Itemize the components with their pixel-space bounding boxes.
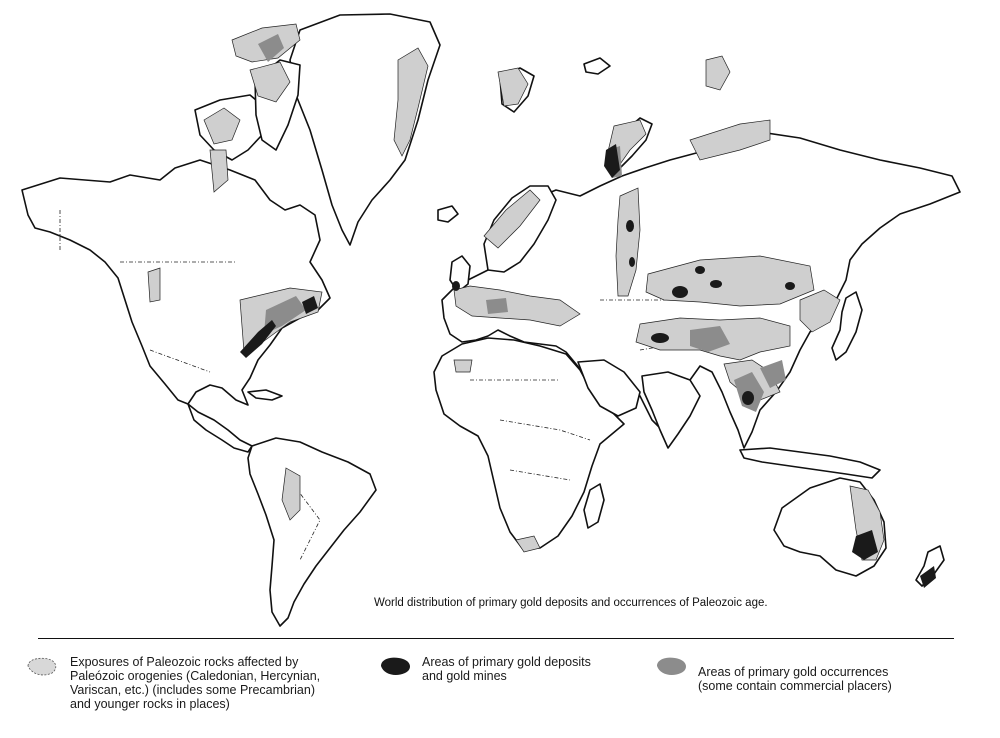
legend-line: Paleózoic orogenies (Caledonian, Hercynian, [70, 669, 321, 683]
legend-line: Areas of primary gold deposits [422, 655, 591, 669]
southeast-asia-islands-landmass [740, 448, 880, 478]
south-america-landmass [248, 438, 376, 626]
legend-line: and younger rocks in places) [70, 697, 230, 711]
legend-text-paleozoic [70, 655, 320, 711]
legend-line: Variscan, etc.) (includes some Precambrian) [70, 683, 315, 697]
legend-item-paleozoic-exposures [24, 655, 320, 711]
legend-item-gold-deposits [378, 655, 591, 683]
north-america-landmass [22, 160, 330, 405]
legend-text-gold-deposits [422, 655, 591, 683]
black-blob-icon [378, 655, 414, 677]
dark-gray-blob-icon [654, 655, 690, 677]
legend-line: Areas of primary gold occurrences [698, 665, 889, 679]
legend-divider [38, 638, 954, 639]
legend-line: and gold mines [422, 669, 507, 683]
legend-line: (some contain commercial placers) [698, 679, 892, 693]
map-caption: World distribution of primary gold deposits and occurrences of Paleozoic age. [374, 597, 768, 609]
franz-josef-land-landmass [584, 58, 610, 74]
light-gray-blob-icon [24, 655, 60, 677]
iceland-landmass [438, 206, 458, 222]
madagascar-landmass [584, 484, 604, 528]
legend-text-gold-occurrences [698, 665, 892, 693]
central-america-landmass [188, 404, 252, 452]
cuba-landmass [248, 390, 282, 400]
legend-item-gold-occurrences [654, 655, 892, 693]
legend-line: Exposures of Paleozoic rocks affected by [70, 655, 299, 669]
